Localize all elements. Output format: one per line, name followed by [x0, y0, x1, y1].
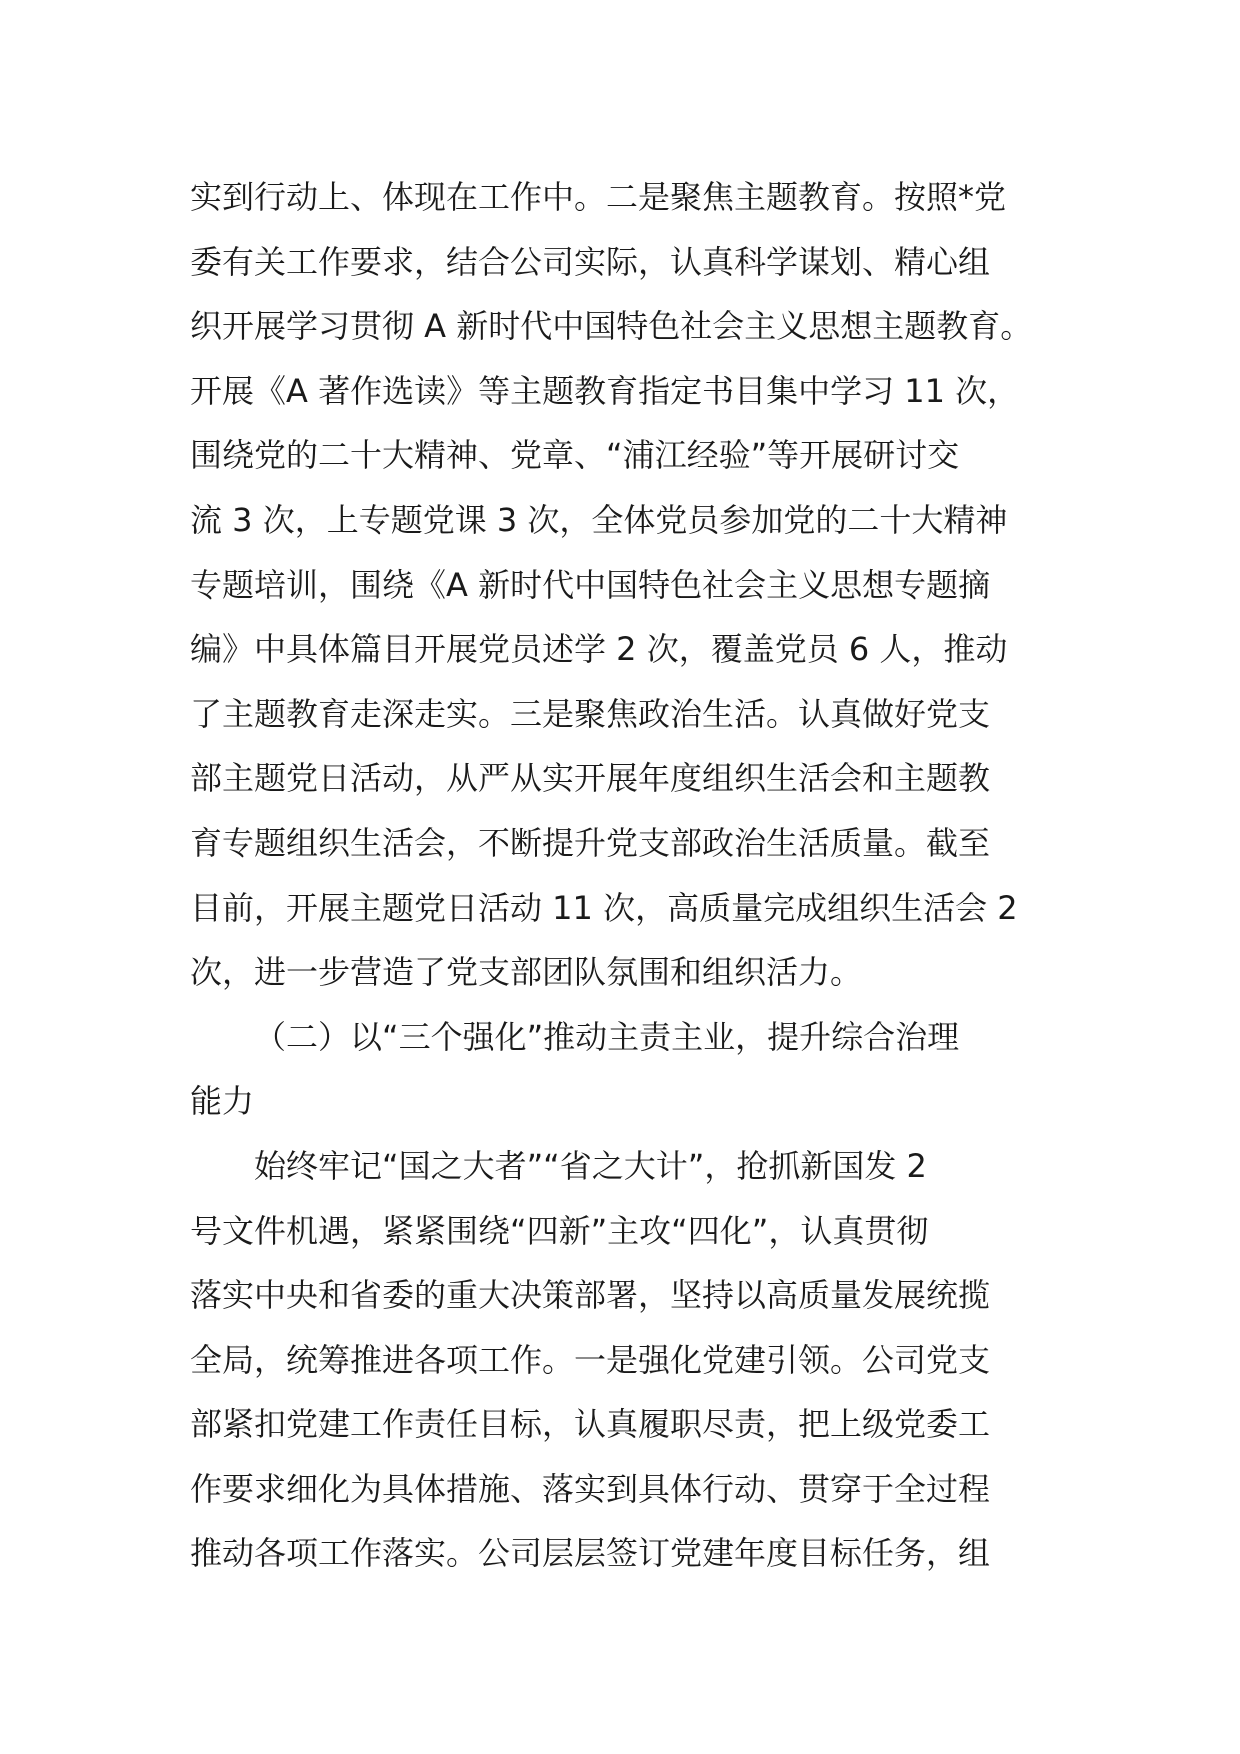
- section-heading-continuation: 能力: [190, 1082, 255, 1121]
- body-line: 委有关工作要求，结合公司实际，认真科学谋划、精心组: [190, 242, 991, 281]
- body-line: 专题培训，围绕《A 新时代中国特色社会主义思想专题摘: [190, 565, 991, 604]
- paragraph-start-line: 始终牢记“国之大者”“省之大计”，抢抓新国发 2: [254, 1146, 927, 1185]
- document-body: [190, 165, 1070, 1586]
- body-line: 了主题教育走深走实。三是聚焦政治生活。认真做好党支: [190, 694, 991, 733]
- body-line: 落实中央和省委的重大决策部署，坚持以高质量发展统揽: [190, 1276, 991, 1315]
- body-line: 编》中具体篇目开展党员述学 2 次，覆盖党员 6 人，推动: [190, 630, 1008, 669]
- body-line: 作要求细化为具体措施、落实到具体行动、贯穿于全过程: [190, 1469, 991, 1508]
- body-line: 织开展学习贯彻 A 新时代中国特色社会主义思想主题教育。: [190, 307, 1033, 346]
- body-line: 目前，开展主题党日活动 11 次，高质量完成组织生活会 2: [190, 888, 1018, 927]
- body-line: 次，进一步营造了党支部团队氛围和组织活力。: [190, 953, 863, 992]
- section-heading: （二）以“三个强化”推动主责主业，提升综合治理: [254, 1017, 960, 1056]
- body-line: 号文件机遇，紧紧围绕“四新”主攻“四化”，认真贯彻: [190, 1211, 929, 1250]
- body-line: 流 3 次，上专题党课 3 次，全体党员参加党的二十大精神: [190, 500, 1008, 539]
- body-line: 围绕党的二十大精神、党章、“浦江经验”等开展研讨交: [190, 436, 960, 475]
- body-line: 育专题组织生活会，不断提升党支部政治生活质量。截至: [190, 823, 991, 862]
- body-line: 开展《A 著作选读》等主题教育指定书目集中学习 11 次，: [190, 371, 1020, 410]
- body-line: 实到行动上、体现在工作中。二是聚焦主题教育。按照*党: [190, 178, 1007, 216]
- body-line: 推动各项工作落实。公司层层签订党建年度目标任务，组: [190, 1534, 991, 1573]
- body-line: 全局，统筹推进各项工作。一是强化党建引领。公司党支: [190, 1340, 991, 1379]
- body-line: 部紧扣党建工作责任目标，认真履职尽责，把上级党委工: [190, 1405, 991, 1444]
- body-line: 部主题党日活动，从严从实开展年度组织生活会和主题教: [190, 759, 991, 798]
